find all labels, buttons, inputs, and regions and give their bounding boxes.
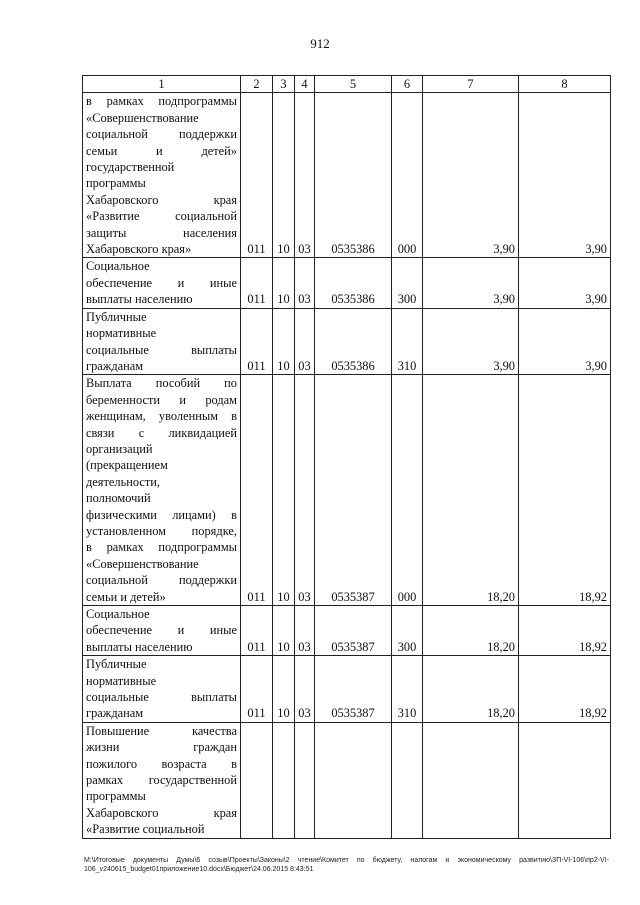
row-name-line: социальные выплаты [86,342,237,357]
amount-2017-cell: 18,92 [519,656,611,723]
row-name-line: семьи и детей» [86,143,237,158]
target-article-cell [315,722,392,838]
header-col-3: 3 [273,76,295,93]
division-code-cell: 10 [273,606,295,656]
amount-2016-cell: 18,20 [423,375,519,606]
table-body [83,93,611,838]
row-name-cell [83,375,241,606]
expense-type-cell [392,722,423,838]
row-name-line: обеспечение и иные [86,623,237,638]
target-article-cell: 0535386 [315,308,392,375]
row-name-line: социальной поддержки [86,573,237,588]
row-name-line: семьи и детей» [86,589,166,604]
table-row [83,656,611,723]
table-row [83,308,611,375]
target-article-cell: 0535387 [315,375,392,606]
subdivision-code-cell: 03 [295,375,315,606]
row-name-line: установленном порядке, [86,523,237,538]
section-code-cell: 011 [241,308,273,375]
row-name-line: «Развитие социальной [86,209,237,224]
subdivision-code-cell: 03 [295,308,315,375]
header-col-8: 8 [519,76,611,93]
row-name-line: социальной поддержки [86,127,237,142]
row-name-cell [83,656,241,723]
row-name-line: связи с ликвидацией [86,425,237,440]
row-name-line: программы [86,176,146,191]
header-col-7: 7 [423,76,519,93]
row-name-line: организаций [86,441,153,456]
row-name-line: защиты населения [86,225,237,240]
subdivision-code-cell: 03 [295,93,315,258]
table-row [83,375,611,606]
amount-2017-cell: 18,92 [519,606,611,656]
header-col-5: 5 [315,76,392,93]
header-col-4: 4 [295,76,315,93]
row-name-line: «Совершенствование [86,556,199,571]
row-name-line: беременности и родам [86,392,237,407]
table-row [83,93,611,258]
amount-2017-cell: 18,92 [519,375,611,606]
row-name-line: гражданам [86,706,144,721]
row-name-cell [83,93,241,258]
row-name-line: (прекращением [86,458,168,473]
section-code-cell: 011 [241,375,273,606]
row-name-cell [83,258,241,308]
subdivision-code-cell [295,722,315,838]
table-row [83,606,611,656]
amount-2017-cell: 3,90 [519,308,611,375]
row-name-line: Социальное [86,607,150,621]
target-article-cell: 0535386 [315,93,392,258]
row-name-line: выплаты населению [86,639,193,654]
amount-2016-cell: 3,90 [423,93,519,258]
amount-2017-cell: 3,90 [519,93,611,258]
document-path-footer [84,856,609,874]
row-name-line: «Совершенствование [86,110,199,125]
row-name-line: физическими лицами) в [86,507,237,522]
row-name-line: Социальное [86,259,150,274]
page-number: 912 [310,36,330,51]
row-name-line: социальные выплаты [86,690,237,705]
target-article-cell: 0535386 [315,258,392,308]
row-name-line: государственной [86,160,175,175]
expense-type-cell: 310 [392,656,423,723]
amount-2016-cell: 3,90 [423,308,519,375]
amount-2016-cell [423,722,519,838]
subdivision-code-cell: 03 [295,258,315,308]
row-name-line: деятельности, [86,474,161,489]
division-code-cell [273,722,295,838]
row-name-line: пожилого возраста в [86,756,237,771]
row-name-line: в рамках подпрограммы [86,94,237,109]
header-col-2: 2 [241,76,273,93]
amount-2016-cell: 3,90 [423,258,519,308]
row-name-line: нормативные [86,673,157,688]
budget-table [82,75,611,839]
expense-type-cell: 000 [392,375,423,606]
header-col-6: 6 [392,76,423,93]
division-code-cell: 10 [273,258,295,308]
row-name-line: Публичные [86,657,147,672]
row-name-cell [83,722,241,838]
table-header-row [83,76,611,93]
row-name-line: полномочий [86,491,151,506]
row-name-cell [83,308,241,375]
row-name-cell [83,606,241,656]
footer-path-line-2: 106_v240615_budget01приложение10.docx\Бюджет\24.06.2015 8:43:51 [84,866,314,873]
subdivision-code-cell: 03 [295,606,315,656]
expense-type-cell: 000 [392,93,423,258]
division-code-cell: 10 [273,308,295,375]
section-code-cell: 011 [241,258,273,308]
subdivision-code-cell: 03 [295,656,315,723]
table-row [83,258,611,308]
row-name-line: в рамках подпрограммы [86,540,237,555]
target-article-cell: 0535387 [315,606,392,656]
section-code-cell [241,722,273,838]
row-name-line: Хабаровского края [86,805,237,820]
row-name-line: «Развитие социальной [86,822,205,837]
header-col-1: 1 [83,76,241,93]
row-name-line: программы [86,789,146,804]
expense-type-cell: 310 [392,308,423,375]
section-code-cell: 011 [241,606,273,656]
amount-2017-cell [519,722,611,838]
amount-2016-cell: 18,20 [423,656,519,723]
row-name-line: обеспечение и иные [86,275,237,290]
row-name-line: Публичные [86,309,147,324]
row-name-line: женщинам, уволенным в [86,409,237,424]
footer-path-line-1: М:\Итоговые документы Думы\6 созыв\Проекты\Законы\2 чтение\Комитет по бюджету, налогам и экономическому развитию\ЗП-VI-106\пр2-VI- [84,857,609,864]
division-code-cell: 10 [273,656,295,723]
row-name-line: Хабаровского края» [86,242,192,257]
row-name-line: жизни граждан [86,740,237,755]
table-row [83,722,611,838]
amount-2017-cell: 3,90 [519,258,611,308]
amount-2016-cell: 18,20 [423,606,519,656]
section-code-cell: 011 [241,656,273,723]
target-article-cell: 0535387 [315,656,392,723]
row-name-line: гражданам [86,358,144,373]
division-code-cell: 10 [273,93,295,258]
row-name-line: рамках государственной [86,773,237,788]
expense-type-cell: 300 [392,606,423,656]
section-code-cell: 011 [241,93,273,258]
row-name-line: нормативные [86,326,157,341]
row-name-line: Хабаровского края [86,192,237,207]
row-name-line: выплаты населению [86,292,193,307]
row-name-line: Выплата пособий по [86,376,237,391]
expense-type-cell: 300 [392,258,423,308]
division-code-cell: 10 [273,375,295,606]
row-name-line: Повышение качества [86,723,237,738]
